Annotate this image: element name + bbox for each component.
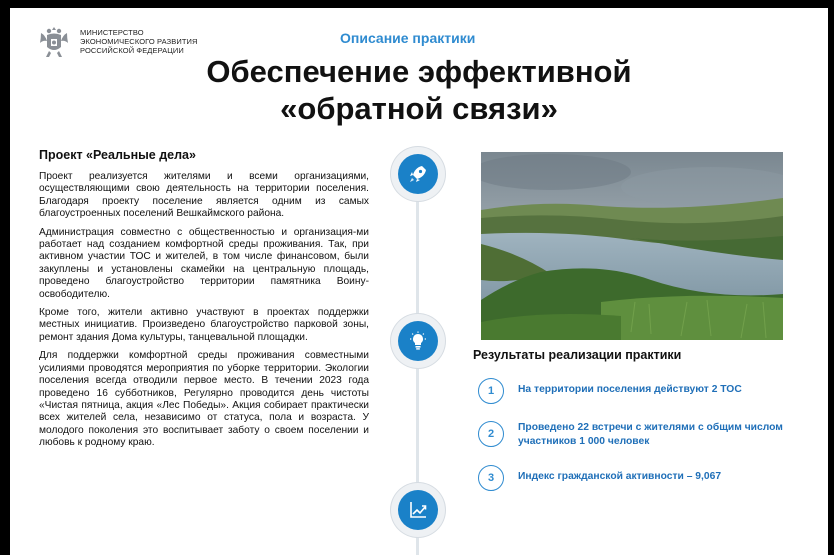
rocket-icon <box>408 164 428 184</box>
timeline-node <box>398 490 438 530</box>
project-description <box>39 171 369 456</box>
ministry-line: ЭКОНОМИЧЕСКОГО РАЗВИТИЯ <box>80 37 198 46</box>
result-text: На территории поселения действуют 2 ТОС <box>518 384 742 395</box>
page-title <box>10 53 828 127</box>
timeline-node <box>398 321 438 361</box>
title-line: «обратной связи» <box>280 91 558 126</box>
project-title: Проект «Реальные дела» <box>39 148 196 162</box>
ministry-line: РОССИЙСКОЙ ФЕДЕРАЦИИ <box>80 46 184 55</box>
title-line: Обеспечение эффективной <box>206 54 632 89</box>
result-text: Проведено 22 встречи с жителями с общим числом участников 1 000 человек <box>518 422 783 447</box>
section-label: Описание практики <box>340 30 476 46</box>
paragraph: Проект реализуется жителями и всеми организациями, осуществляющими свою деятельность на территории поселения. Благодаря проекту поселение является одним из самых благоустроенных поселений Вешкаймского района. <box>39 171 369 220</box>
slide <box>10 8 828 555</box>
ministry-line: МИНИСТЕРСТВО <box>80 28 144 37</box>
result-number-badge: 2 <box>478 421 504 447</box>
results-title: Результаты реализации практики <box>473 348 682 362</box>
result-number-badge: 1 <box>478 378 504 404</box>
result-number-badge: 3 <box>478 465 504 491</box>
lightbulb-icon <box>408 331 428 351</box>
result-text: Индекс гражданской активности – 9,067 <box>518 471 722 482</box>
timeline-node <box>398 154 438 194</box>
paragraph: Кроме того, жители активно участвуют в проектах поддержки местных инициатив. Произведено благоустройство парковой зоны, ремонт здания Дома культуры, танцевальной площадки. <box>39 307 369 343</box>
paragraph: Для поддержки комфортной среды проживания совместными усилиями проводятся мероприятия по уборке территории. Экологии поселения всегда отводили первое место. В течении 2023 года проведено 16 субботников, Регулярно проводится день чистоты «Чистая пятница, акция «Лес Победы». Акция собирает практически всех жителей села, независимо от статуса, пола и возраста. У молодого поколения это воспитывает заботу о своем поселении и любовь к родному краю. <box>39 350 369 449</box>
ministry-name <box>80 28 198 55</box>
growth-chart-icon <box>408 500 428 520</box>
river-landscape-photo <box>481 152 783 340</box>
paragraph: Администрация совместно с общественностью и организация-ми работает над созданием комфортной среды проживания. Так, при активном участии ТОС и жителей, в том числе финансовом, были закуплены и установлены скамейки на центральную площадь, проведено благоустройство территории памятника Воину-освободителю. <box>39 226 369 300</box>
